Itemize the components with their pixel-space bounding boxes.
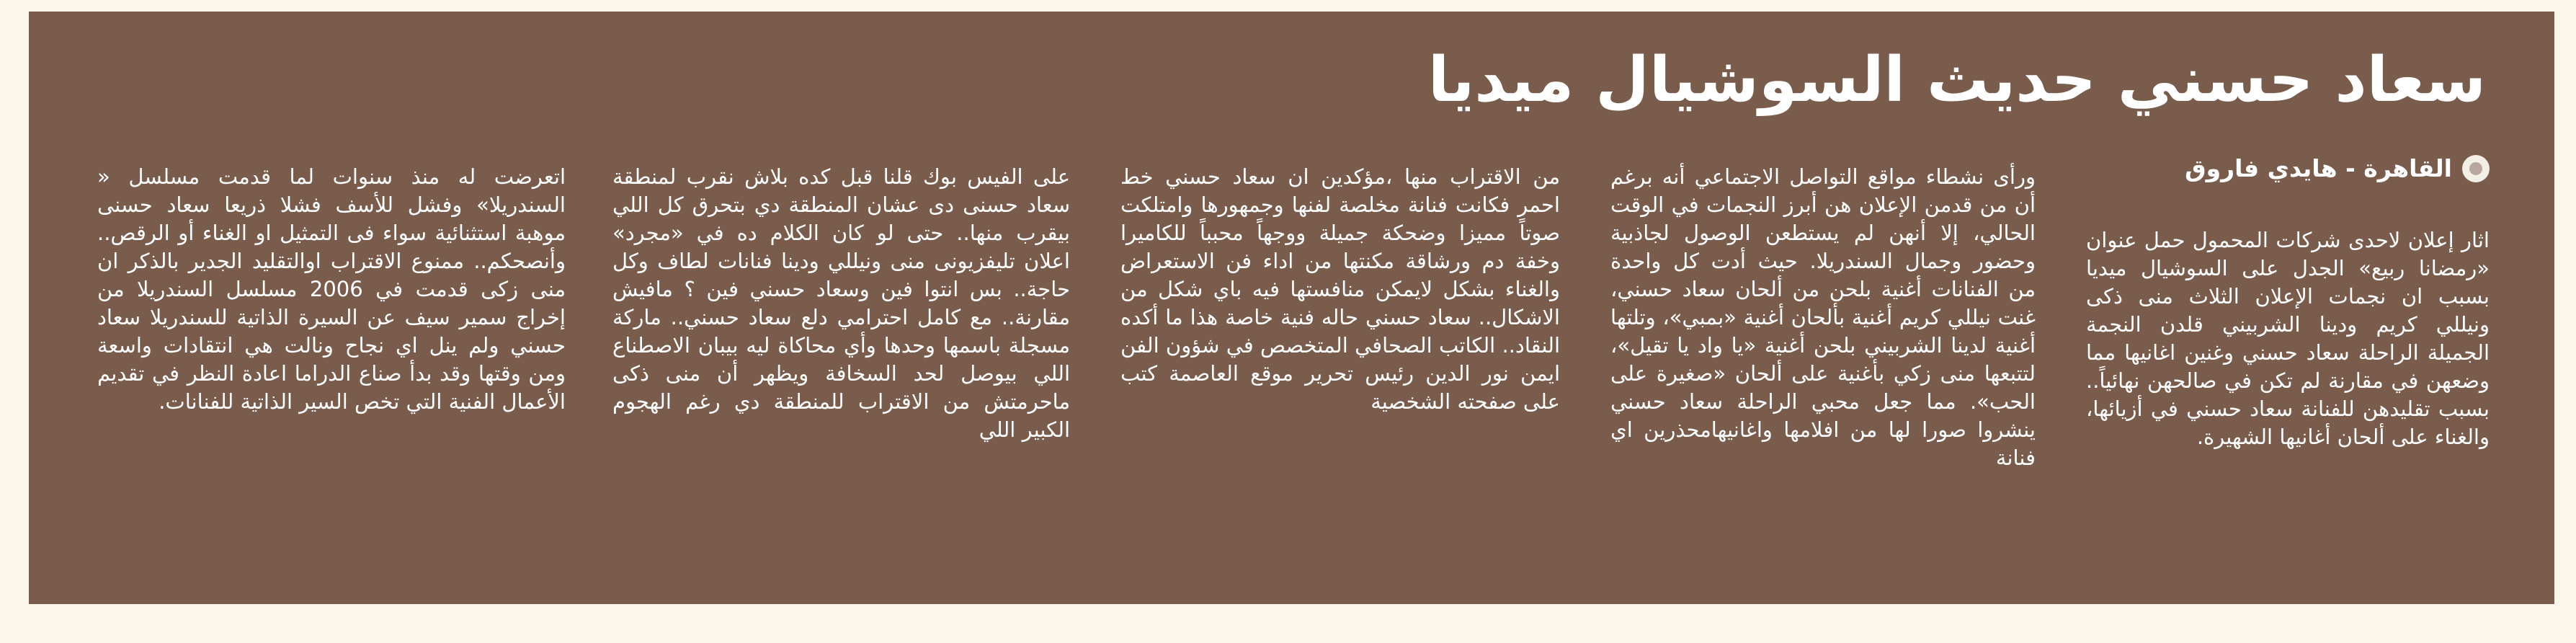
byline: [2086, 154, 2490, 182]
bullet-icon: [2462, 155, 2490, 182]
headline: سعاد حسني حديث السوشيال ميديا: [1427, 44, 2486, 116]
column-4-text: على الفيس بوك قلنا قبل كده بلاش نقرب لمنطقة سعاد حسنى دى عشان المنطقة دي بتحرق كل اللي بيقرب منها.. حتى لو كان الكلام ده في «مجرد» اعلان تليفزيونى منى ونيللي ودينا فنانات لطاف وكل حاجة.. بس انتوا فين وسعاد حسني فين ؟ مافيش مقارنة.. مع كامل احترامي دلع سعاد حسني.. ماركة مسجلة باسمها وحدها وأي محاكاة ليه بيبان الاصطناع اللي بيوصل لحد السخافة ويظهر أن منى ذكى ماحرمتش من الاقتراب للمنطقة دي رغم الهجوم الكبير اللي: [612, 164, 1070, 442]
article-column-4: [612, 163, 1070, 444]
article-column-1: [2086, 226, 2490, 451]
article-column-3: [1120, 163, 1560, 416]
column-1-text: اثار إعلان لاحدى شركات المحمول حمل عنوان «رمضانا ربيع» الجدل على السوشيال ميديا بسبب ان نجمات الإعلان الثلاث منى ذكى ونيللي كريم ودينا الشربيني قلدن النجمة الجميلة الراحلة سعاد حسني وغنين اغانيها مما وضعهن في مقارنة لم تكن في صالحهن نهائياً.. بسبب تقليدهن للفنانة سعاد حسني في أزيائها، والغناء على ألحان أغانيها الشهيرة.: [2086, 228, 2490, 449]
column-2-text: ورأى نشطاء مواقع التواصل الاجتماعي أنه برغم أن من قدمن الإعلان هن أبرز النجمات في الوقت الحالي، إلا أنهن لم يستطعن الوصول لجاذبية وحضور وجمال السندريلا. حيث أدت كل واحدة من الفنانات أغنية بلحن من ألحان سعاد حسني، غنت نيللي كريم أغنية بألحان أغنية «بمبي»، وتلتها أغنية لدينا الشربيني بلحن أغنية «يا واد يا تقيل»، لتتبعها منى زكي بأغنية على ألحان «صغيرة على الحب». مما جعل محبي الراحلة سعاد حسني ينشروا صورا لها من افلامها واغانيهامحذرين اي فنانة: [1610, 164, 2036, 470]
byline-text: القاهرة - هايدي فاروق: [2185, 154, 2452, 182]
article-panel: [29, 12, 2554, 604]
article-column-2: [1610, 163, 2036, 472]
article-column-5: [97, 163, 566, 416]
column-3-text: من الاقتراب منها ،مؤكدين ان سعاد حسني خط احمر فكانت فنانة مخلصة لفنها وجمهورها وامتلكت صوتاً مميزا وضحكة جميلة ووجهاً محبباً للكاميرا وخفة دم ورشاقة مكنتها من اداء فن الاستعراض والغناء بشكل لايمكن منافستها فيه باي شكل من الاشكال.. سعاد حسني حاله فنية خاصة هذا ما أكده النقاد.. الكاتب الصحافي المتخصص في شؤون الفن ايمن نور الدين رئيس تحرير موقع العاصمة كتب على صفحته الشخصية: [1120, 164, 1560, 414]
column-5-text: اتعرضت له منذ سنوات لما قدمت مسلسل « السندريلا» وفشل للأسف فشلا ذريعا سعاد حسنى موهبة استثنائية سواء فى التمثيل او الغناء أو الرقص.. وأنصحكم.. ممنوع الاقتراب اوالتقليد الجدير بالذكر ان منى زكى قدمت في 2006 مسلسل السندريلا من إخراج سمير سيف عن السيرة الذاتية للسندريلا سعاد حسني ولم ينل اي نجاح ونالت هي انتقادات واسعة ومن وقتها وقد بدأ صناع الدراما اعادة النظر في تقديم الأعمال الفنية التي تخص السير الذاتية للفنانات.: [97, 164, 566, 414]
